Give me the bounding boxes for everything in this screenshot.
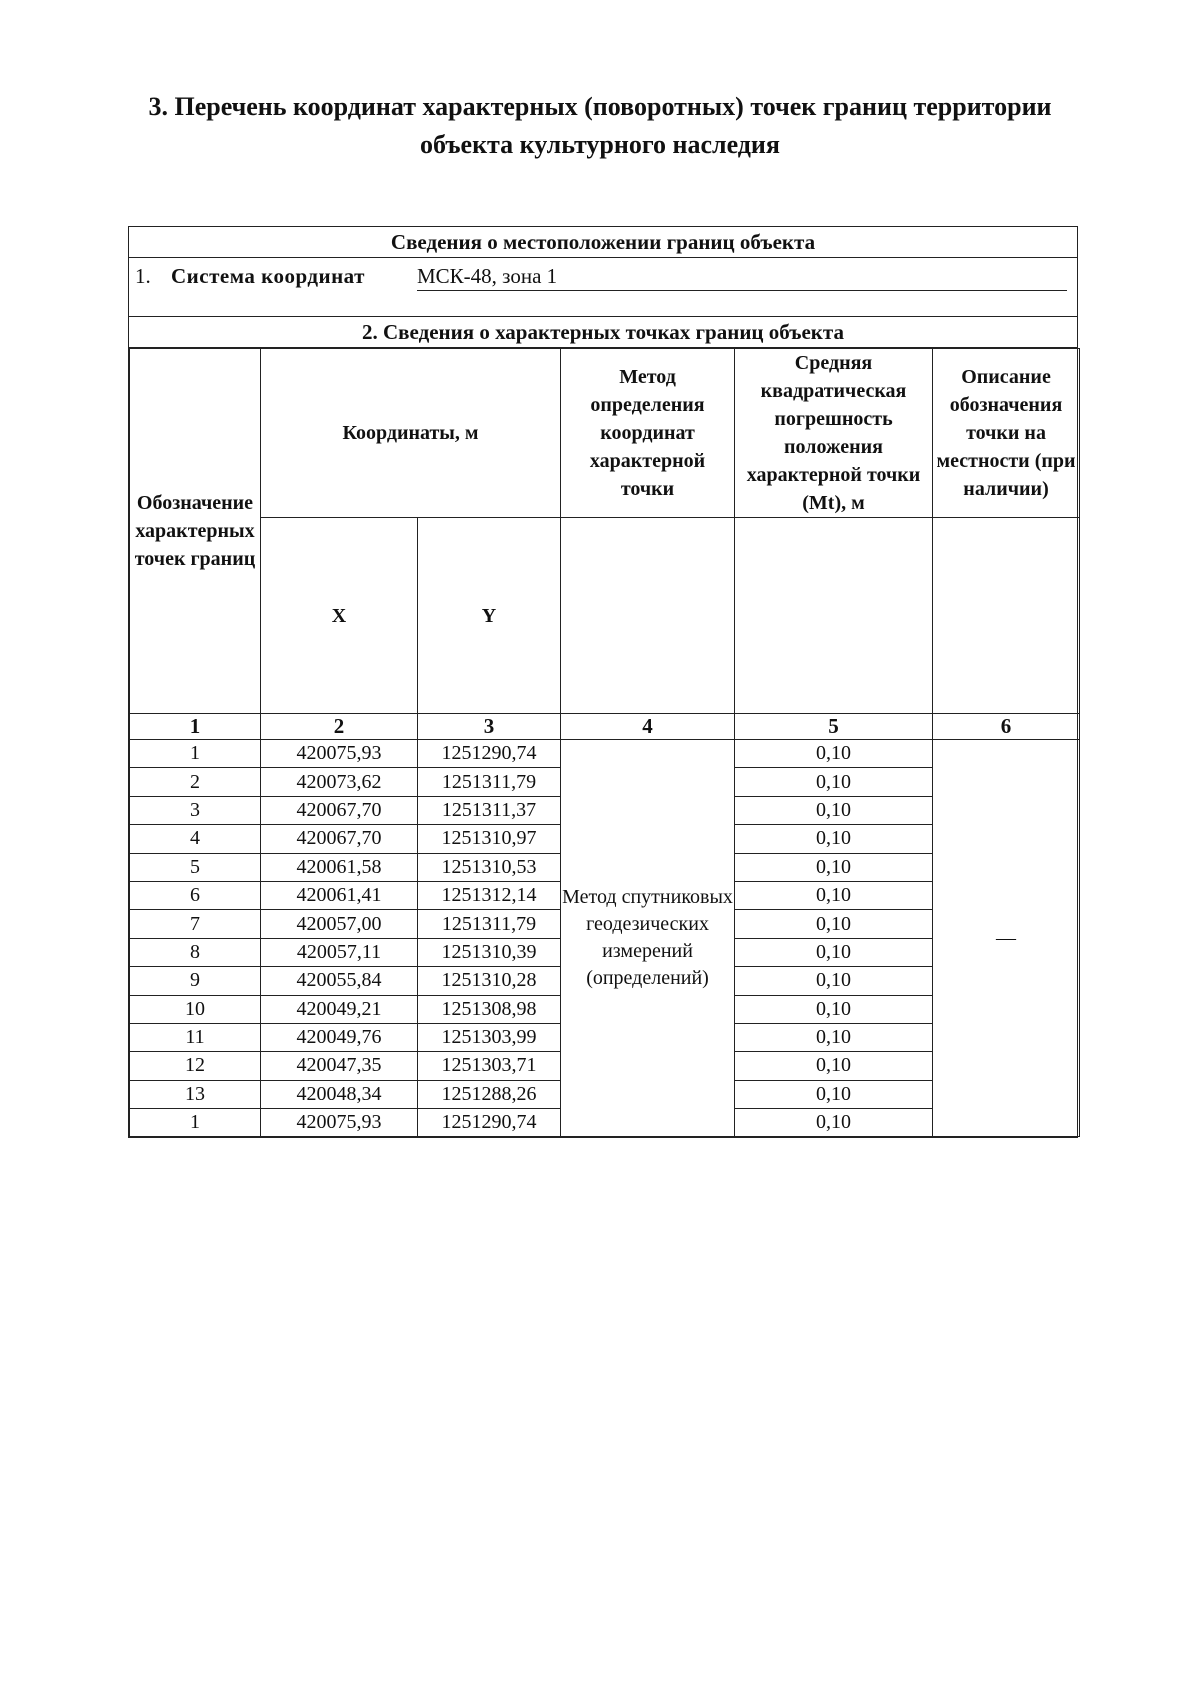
error-mt: 0,10 — [735, 768, 933, 796]
point-id: 9 — [130, 967, 261, 995]
table-frame — [128, 226, 1078, 1138]
coord-x: 420055,84 — [261, 967, 418, 995]
coord-x: 420049,76 — [261, 1023, 418, 1051]
header-description-blank — [933, 518, 1080, 714]
column-number-row — [130, 714, 1080, 740]
error-mt: 0,10 — [735, 1052, 933, 1080]
coord-y: 1251290,74 — [418, 740, 561, 768]
point-id: 11 — [130, 1023, 261, 1051]
column-number-3: 3 — [418, 714, 561, 740]
error-mt: 0,10 — [735, 995, 933, 1023]
error-mt: 0,10 — [735, 910, 933, 938]
coord-x: 420073,62 — [261, 768, 418, 796]
point-id: 13 — [130, 1080, 261, 1108]
coord-x: 420057,11 — [261, 938, 418, 966]
coord-y: 1251312,14 — [418, 881, 561, 909]
coord-y: 1251310,97 — [418, 825, 561, 853]
header-designation: Обозначение характерных точек границ — [130, 349, 261, 714]
error-mt: 0,10 — [735, 881, 933, 909]
point-id: 1 — [130, 740, 261, 768]
column-number-6: 6 — [933, 714, 1080, 740]
column-number-1: 1 — [130, 714, 261, 740]
column-number-4: 4 — [561, 714, 735, 740]
system-label: Система координат — [171, 264, 365, 288]
points-table — [129, 348, 1080, 1137]
coord-x: 420075,93 — [261, 740, 418, 768]
system-value: МСК-48, зона 1 — [417, 264, 1067, 291]
coord-y: 1251311,79 — [418, 910, 561, 938]
method-cell: Метод спутниковых геодезических измерений (определений) — [561, 740, 735, 1137]
coord-x: 420061,58 — [261, 853, 418, 881]
error-mt: 0,10 — [735, 1080, 933, 1108]
section-header: Сведения о местоположении границ объекта — [129, 227, 1077, 258]
point-id: 10 — [130, 995, 261, 1023]
point-id: 4 — [130, 825, 261, 853]
error-mt: 0,10 — [735, 967, 933, 995]
coord-y: 1251288,26 — [418, 1080, 561, 1108]
column-number-2: 2 — [261, 714, 418, 740]
point-id: 2 — [130, 768, 261, 796]
point-id: 12 — [130, 1052, 261, 1080]
coordinate-system-row — [129, 258, 1077, 317]
column-number-5: 5 — [735, 714, 933, 740]
error-mt: 0,10 — [735, 796, 933, 824]
error-mt: 0,10 — [735, 1023, 933, 1051]
coord-y: 1251303,99 — [418, 1023, 561, 1051]
error-mt: 0,10 — [735, 853, 933, 881]
point-id: 6 — [130, 881, 261, 909]
title-line-1: 3. Перечень координат характерных (поворотных) точек границ территории — [148, 92, 1052, 121]
header-x: X — [261, 518, 418, 714]
coord-y: 1251311,37 — [418, 796, 561, 824]
coord-x: 420067,70 — [261, 796, 418, 824]
coord-x: 420075,93 — [261, 1109, 418, 1137]
coord-x: 420049,21 — [261, 995, 418, 1023]
coord-y: 1251311,79 — [418, 768, 561, 796]
coord-y: 1251308,98 — [418, 995, 561, 1023]
points-header: 2. Сведения о характерных точках границ объекта — [129, 317, 1077, 348]
coord-y: 1251303,71 — [418, 1052, 561, 1080]
coord-x: 420047,35 — [261, 1052, 418, 1080]
table-body — [130, 740, 1080, 1137]
header-description: Описание обозначения точки на местности (при наличии) — [933, 349, 1080, 518]
description-cell: — — [933, 740, 1080, 1137]
system-number: 1. — [135, 264, 151, 288]
point-id: 7 — [130, 910, 261, 938]
error-mt: 0,10 — [735, 825, 933, 853]
header-error-blank — [735, 518, 933, 714]
boundary-table-block — [128, 226, 1078, 1138]
error-mt: 0,10 — [735, 1109, 933, 1137]
document-title — [100, 88, 1100, 164]
table-row — [130, 740, 1080, 768]
title-line-2: объекта культурного наследия — [420, 130, 780, 159]
header-method: Метод определения координат характерной точки — [561, 349, 735, 518]
point-id: 1 — [130, 1109, 261, 1137]
error-mt: 0,10 — [735, 938, 933, 966]
error-mt: 0,10 — [735, 740, 933, 768]
header-coordinates: Координаты, м — [261, 349, 561, 518]
coord-y: 1251310,53 — [418, 853, 561, 881]
coord-x: 420048,34 — [261, 1080, 418, 1108]
point-id: 3 — [130, 796, 261, 824]
header-method-blank — [561, 518, 735, 714]
header-y: Y — [418, 518, 561, 714]
coord-x: 420057,00 — [261, 910, 418, 938]
coord-x: 420061,41 — [261, 881, 418, 909]
coord-x: 420067,70 — [261, 825, 418, 853]
point-id: 5 — [130, 853, 261, 881]
coord-y: 1251310,39 — [418, 938, 561, 966]
coord-y: 1251310,28 — [418, 967, 561, 995]
header-error: Средняя квадратическая погрешность положения характерной точки (Mt), м — [735, 349, 933, 518]
point-id: 8 — [130, 938, 261, 966]
coord-y: 1251290,74 — [418, 1109, 561, 1137]
